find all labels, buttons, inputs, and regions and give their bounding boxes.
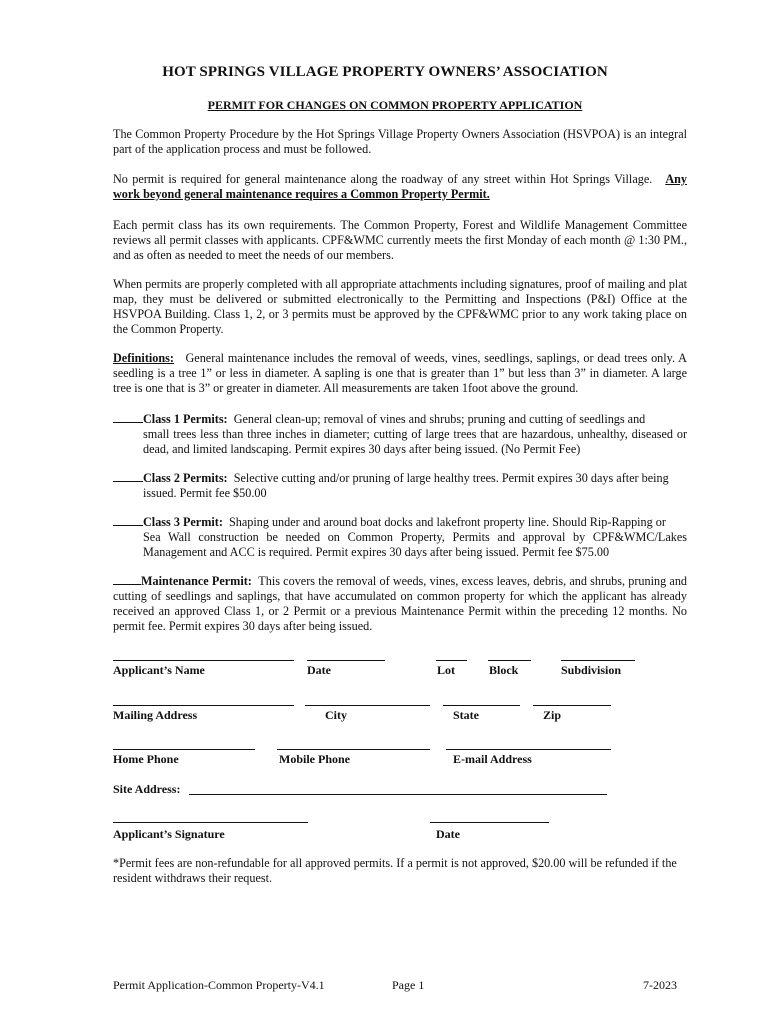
class1-checkbox-line[interactable]: [113, 411, 143, 423]
date-label: Date: [307, 663, 331, 677]
committee-paragraph: Each permit class has its own requirements. The Common Property, Forest and Wildlife Management Committee reviews all permit classes with applicants. CPF&WMC currently meets the first Monday of each month @ 1:30 PM., and as often as needed to meet the needs of our members.: [113, 218, 687, 262]
state-line[interactable]: [443, 705, 520, 706]
class2-details: issued. Permit fee $50.00: [143, 486, 267, 500]
subdivision-label: Subdivision: [561, 663, 622, 677]
site-address-label: Site Address:: [113, 782, 181, 796]
maintenance-bold-note: Any work beyond general maintenance requires a Common Property Permit.: [113, 172, 687, 201]
lot-line[interactable]: [436, 660, 467, 661]
footer-page-number: Page 1: [392, 978, 425, 992]
block-line[interactable]: [488, 660, 531, 661]
home-phone-line[interactable]: [113, 749, 255, 750]
footer-document-id: Permit Application-Common Property-V4.1: [113, 978, 325, 992]
block-label: Block: [489, 663, 519, 677]
signature-line[interactable]: [113, 822, 308, 823]
definitions-text: General maintenance includes the removal of weeds, vines, seedlings, saplings, or dead trees only. A seedling is a tree 1” or less in diameter. A sapling is one that is greater than 1” but less than 3” in diameter. A large tree is one that is 3” or greater in diameter. All measurements are taken 1foot above the ground.: [113, 351, 687, 395]
class2-line1: Selective cutting and/or pruning of large healthy trees. Permit expires 30 days after being: [233, 471, 669, 485]
definitions-label: Definitions:: [113, 351, 174, 365]
footer-date: 7-2023: [643, 978, 677, 992]
applicant-signature-label: Applicant’s Signature: [113, 827, 225, 841]
state-label: State: [453, 708, 479, 722]
subdivision-line[interactable]: [561, 660, 635, 661]
maintenance-paragraph: [113, 172, 687, 202]
class3-label: Class 3 Permit:: [143, 515, 223, 529]
class3-checkbox-line[interactable]: [113, 514, 143, 526]
signature-date-label: Date: [436, 827, 460, 841]
city-label: City: [325, 708, 347, 722]
mobile-phone-label: Mobile Phone: [279, 752, 350, 766]
email-label: E-mail Address: [453, 752, 532, 766]
maintenance-text: No permit is required for general maintenance along the roadway of any street within Hot Springs Village.: [113, 172, 653, 186]
definitions-paragraph: [113, 351, 687, 396]
intro-paragraph: The Common Property Procedure by the Hot Springs Village Property Owners Association (HSVPOA) is an integral part of the application process and must be followed.: [113, 127, 687, 156]
class1-label: Class 1 Permits:: [143, 412, 228, 426]
applicant-name-label: Applicant’s Name: [113, 663, 205, 677]
class2-label: Class 2 Permits:: [143, 471, 228, 485]
city-line[interactable]: [305, 705, 430, 706]
class3-permit: [113, 514, 687, 560]
email-line[interactable]: [446, 749, 611, 750]
site-address-line[interactable]: [189, 794, 607, 795]
class1-line1: General clean-up; removal of vines and shrubs; pruning and cutting of seedlings and: [233, 412, 646, 426]
submission-paragraph: When permits are properly completed with all appropriate attachments including signatures, proof of mailing and plat map, they must be delivered or submitted electronically to the Permitting and Inspections (P&I) Office at the HSVPOA Building. Class 1, 2, or 3 permits must be approved by the CPF&WMC prior to any work taking place on the Common Property.: [113, 277, 687, 336]
class2-checkbox-line[interactable]: [113, 470, 143, 482]
page-title: HOT SPRINGS VILLAGE PROPERTY OWNERS’ ASSOCIATION: [162, 64, 608, 80]
refund-note: *Permit fees are non-refundable for all approved permits. If a permit is not approved, $20.00 will be refunded if the resident withdraws their request.: [113, 856, 677, 885]
date-line[interactable]: [307, 660, 385, 661]
class1-details: small trees less than three inches in diameter; cutting of large trees that are hazardous, unhealthy, diseased or dead, and limited landscaping. Permit expires 30 days after being issued. (No Permit Fee): [143, 427, 687, 456]
mailing-address-line[interactable]: [113, 705, 294, 706]
page-subtitle: PERMIT FOR CHANGES ON COMMON PROPERTY APPLICATION: [207, 98, 583, 112]
zip-line[interactable]: [533, 705, 611, 706]
class3-line1: Shaping under and around boat docks and lakefront property line. Should Rip-Rapping or: [228, 515, 666, 529]
maintenance-permit-text: This covers the removal of weeds, vines, excess leaves, debris, and shrubs, pruning and cutting of seedlings and saplings, that have accumulated on common property for which the applicant has already received an approved Class 1, or 2 Permit or a previous Maintenance Permit within the preceding 12 months. No permit fee. Permit expires 30 days after being issued.: [113, 574, 688, 633]
maintenance-permit: [113, 573, 687, 634]
mailing-address-label: Mailing Address: [113, 708, 198, 722]
class1-permit: [113, 411, 687, 457]
lot-label: Lot: [437, 663, 455, 677]
maintenance-permit-label: Maintenance Permit:: [141, 574, 252, 588]
class3-details: Sea Wall construction be needed on Common Property, Permits and approval by CPF&WMC/Lakes Management and ACC is required. Permit expires 30 days after being issued. Permit fee $75.00: [143, 530, 687, 559]
zip-label: Zip: [543, 708, 562, 722]
maintenance-checkbox-line[interactable]: [113, 573, 141, 585]
class2-permit: [113, 470, 687, 501]
signature-date-line[interactable]: [430, 822, 549, 823]
home-phone-label: Home Phone: [113, 752, 179, 766]
applicant-name-line[interactable]: [113, 660, 294, 661]
mobile-phone-line[interactable]: [277, 749, 430, 750]
